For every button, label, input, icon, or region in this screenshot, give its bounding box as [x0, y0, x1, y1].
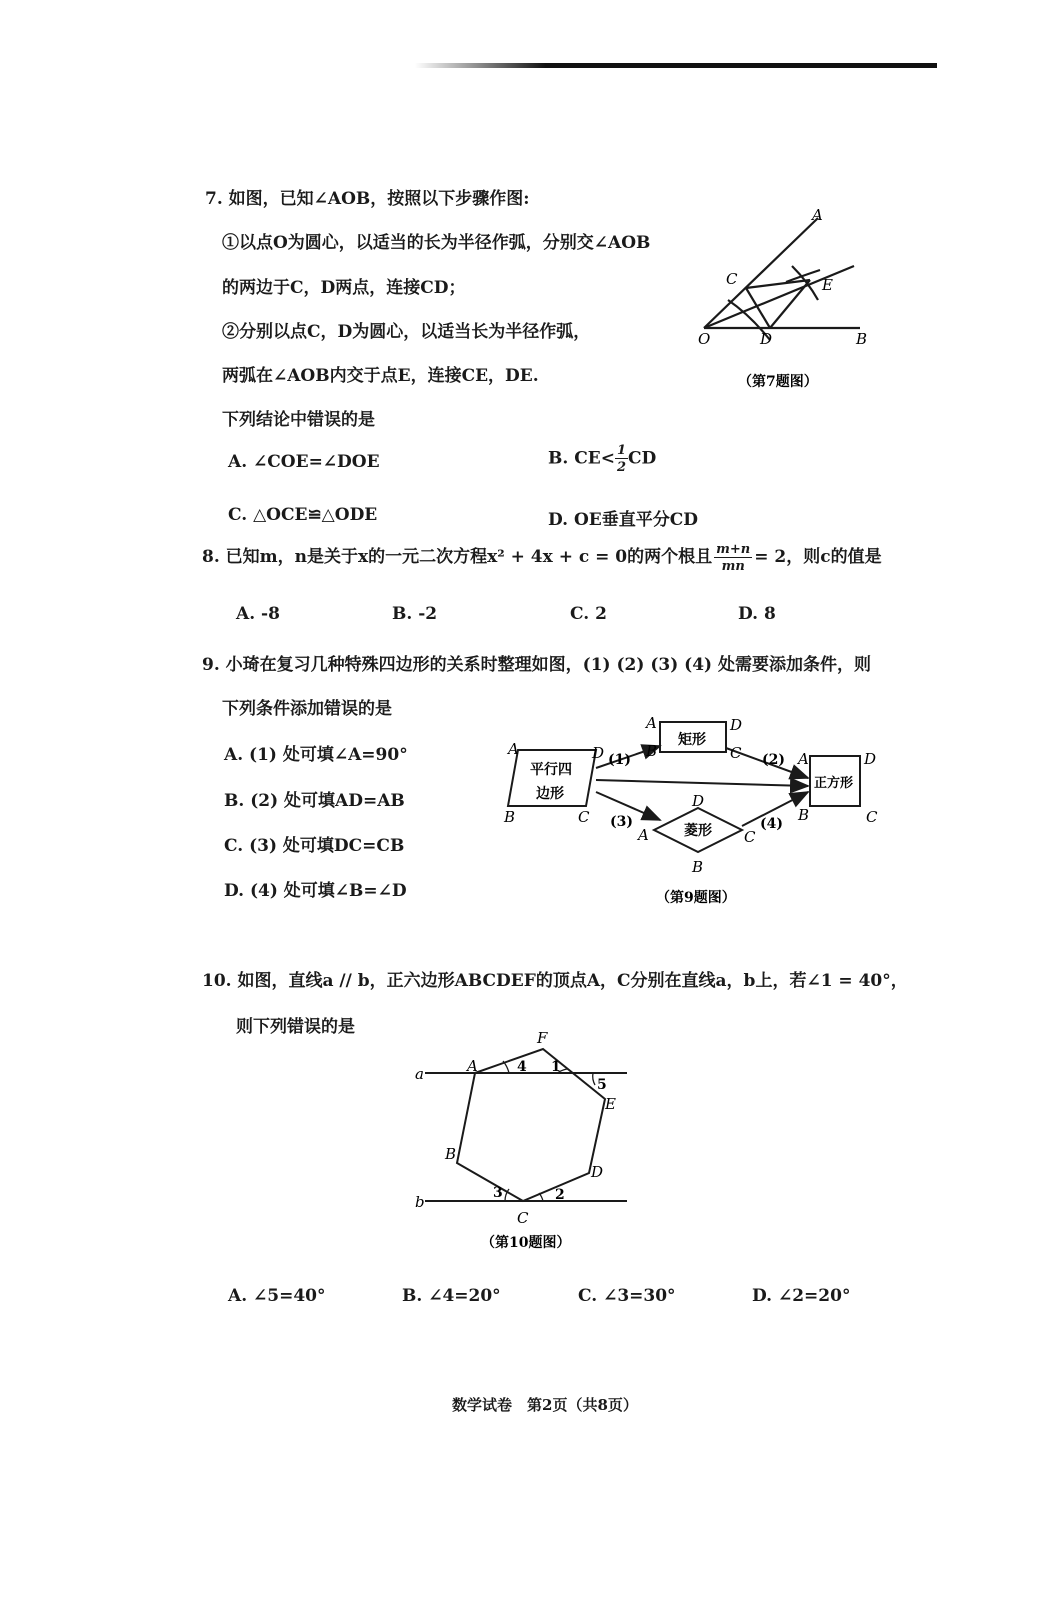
square-label-d: D	[864, 750, 877, 768]
parallelogram-label-1: 平行四	[530, 762, 572, 778]
label-d: D	[760, 330, 773, 348]
q10-option-d: D. ∠2=20°	[752, 1286, 851, 1306]
rect-label-c: C	[730, 744, 742, 762]
segment-de	[770, 280, 810, 328]
q9-option-a: A. (1) 处可填∠A=90°	[224, 745, 408, 765]
hexagon-abcdef	[457, 1049, 605, 1201]
rhombus-label: 菱形	[684, 823, 712, 839]
q7-option-b	[548, 444, 656, 474]
angle-5-arc	[593, 1073, 595, 1085]
angle-3-label: 3	[493, 1185, 503, 1201]
q9-stem2: 下列条件添加错误的是	[222, 699, 392, 719]
label-a: A	[467, 1057, 478, 1075]
rect-label-b: B	[646, 742, 658, 760]
q7-option-a: A. ∠COE=∠DOE	[228, 452, 380, 472]
q7-ask: 下列结论中错误的是	[222, 410, 375, 430]
rectangle-label: 矩形	[678, 732, 706, 748]
q8-option-b: B. -2	[392, 604, 438, 624]
square-label-a: A	[798, 750, 809, 768]
q7-option-c: C. △OCE≌△ODE	[228, 505, 378, 525]
q9-caption: （第9题图）	[656, 890, 736, 906]
q7-option-d: D. OE垂直平分CD	[548, 510, 699, 530]
square-label-c: C	[866, 808, 878, 826]
q9-option-c: C. (3) 处可填DC=CB	[224, 836, 405, 856]
label-b: B	[445, 1145, 457, 1163]
q10-stem2: 则下列错误的是	[236, 1017, 355, 1037]
q7-step2a: ②分别以点C，D为圆心，以适当长为半径作弧，	[222, 322, 591, 342]
condition-2: (2)	[762, 752, 785, 768]
q8-option-a: A. -8	[236, 604, 280, 624]
q9-figure	[496, 708, 896, 918]
label-c: C	[726, 270, 738, 288]
square-label: 正方形	[814, 776, 854, 791]
rect-label-a: A	[646, 714, 657, 732]
q7-step1a: ①以点O为圆心，以适当的长为半径作弧，分别交∠AOB	[222, 233, 651, 253]
segment-ce	[746, 280, 810, 288]
q8-stem-suffix: = 2，则c的值是	[754, 547, 882, 567]
arrow-direct	[596, 780, 808, 786]
top-rule	[415, 63, 937, 68]
q10-option-a: A. ∠5=40°	[228, 1286, 326, 1306]
para-label-c: C	[578, 808, 590, 826]
q9-stem: 9. 小琦在复习几种特殊四边形的关系时整理如图，(1) (2) (3) (4) 处需要添加条件，则	[202, 655, 872, 675]
para-label-b: B	[504, 808, 516, 826]
para-label-a: A	[508, 740, 519, 758]
condition-4: (4)	[760, 816, 783, 832]
q7-step1b: 的两边于C，D两点，连接CD；	[222, 278, 466, 298]
label-line-b: b	[415, 1193, 425, 1211]
angle-4-label: 4	[517, 1059, 527, 1075]
label-e: E	[605, 1095, 616, 1113]
square-label-b: B	[798, 806, 810, 824]
rect-label-d: D	[730, 716, 743, 734]
label-o: O	[698, 330, 711, 348]
condition-1: (1)	[608, 752, 631, 768]
q9-option-b: B. (2) 处可填AD=AB	[224, 791, 405, 811]
q8-option-c: C. 2	[570, 604, 607, 624]
label-a: A	[812, 206, 823, 224]
label-c: C	[517, 1209, 529, 1227]
q7-step2b: 两弧在∠AOB内交于点E，连接CE，DE.	[222, 366, 539, 386]
q7-figure	[690, 200, 890, 400]
rhombus-label-c: C	[744, 828, 756, 846]
fraction-denominator: mn	[721, 558, 745, 574]
angle-2-label: 2	[555, 1187, 565, 1203]
q7-caption: （第7题图）	[738, 374, 818, 390]
q7-option-b-prefix: B. CE<	[548, 448, 615, 469]
label-e: E	[822, 276, 833, 294]
label-line-a: a	[415, 1065, 424, 1083]
rhombus-label-d: D	[692, 792, 705, 810]
q7-option-b-fraction	[615, 444, 628, 474]
q8-fraction	[714, 543, 752, 573]
fraction-denominator: 2	[616, 460, 626, 475]
q8-option-d: D. 8	[738, 604, 776, 624]
page-footer: 数学试卷 第2页（共8页）	[452, 1396, 638, 1414]
q8-stem-prefix: 8. 已知m，n是关于x的一元二次方程x² + 4x + c = 0的两个根且	[202, 547, 713, 567]
q8-stem	[202, 542, 882, 573]
q10-figure	[405, 1025, 645, 1255]
q9-option-d: D. (4) 处可填∠B=∠D	[224, 881, 407, 901]
rhombus-label-a: A	[638, 826, 649, 844]
q10-option-c: C. ∠3=30°	[578, 1286, 676, 1306]
fraction-numerator: 1	[616, 443, 626, 458]
angle-5-label: 5	[597, 1077, 607, 1093]
label-b: B	[856, 330, 868, 348]
parallelogram-label-2: 边形	[536, 786, 564, 802]
q10-stem: 10. 如图，直线a // b，正六边形ABCDEF的顶点A，C分别在直线a，b上，若∠1 = 40°，	[202, 971, 908, 991]
q10-caption: （第10题图）	[481, 1235, 571, 1251]
rhombus-label-b: B	[692, 858, 704, 876]
para-label-d: D	[592, 744, 605, 762]
q7-option-b-suffix: CD	[627, 448, 657, 469]
angle-1-label: 1	[551, 1059, 561, 1075]
fraction-numerator: m+n	[716, 541, 751, 557]
condition-3: (3)	[610, 814, 633, 830]
label-d: D	[591, 1163, 604, 1181]
label-f: F	[537, 1029, 548, 1047]
q10-option-b: B. ∠4=20°	[402, 1286, 501, 1306]
q7-stem: 7. 如图，已知∠AOB，按照以下步骤作图:	[205, 189, 530, 209]
